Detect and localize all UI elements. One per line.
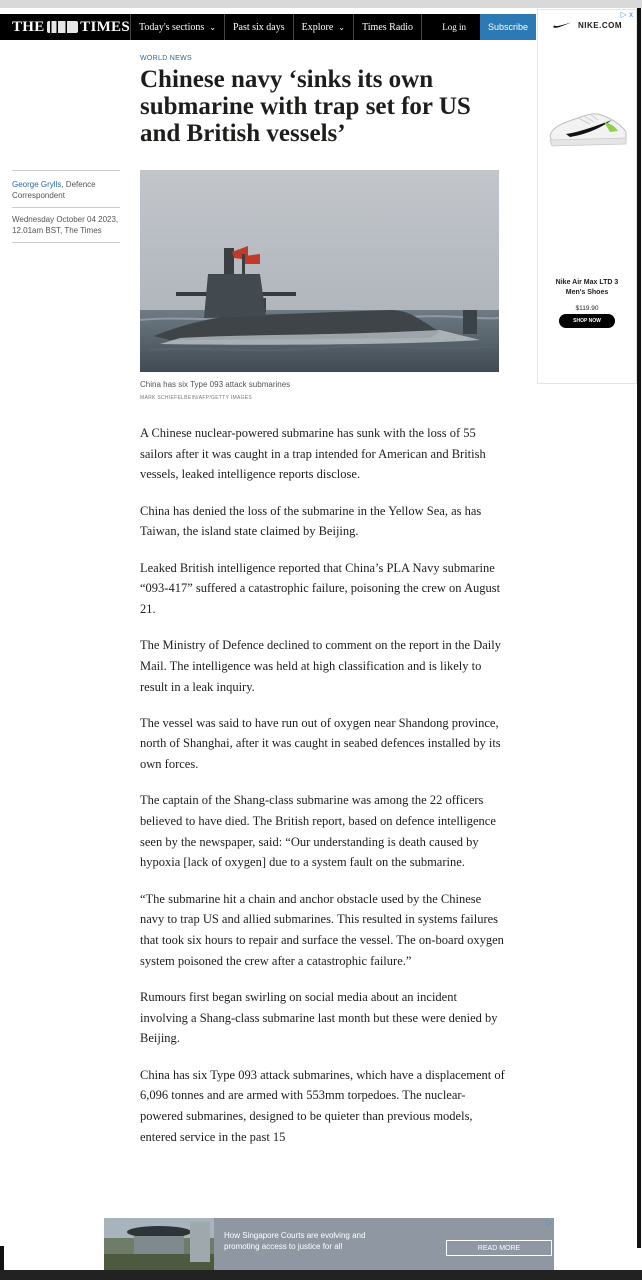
author-role: , Defence Correspondent bbox=[12, 180, 96, 200]
article-paragraph: Leaked British intelligence reported that China’s PLA Navy submarine “093-417” suffered a catastrophic failure, poisoning the crew on August 21. bbox=[140, 560, 501, 616]
ad-product-line2: Men's Shoes bbox=[565, 289, 609, 296]
nav-times-radio[interactable] bbox=[353, 14, 422, 40]
times-logo[interactable] bbox=[0, 19, 130, 36]
crest-icon bbox=[47, 21, 79, 33]
logo-word-the: THE bbox=[12, 18, 45, 35]
section-kicker[interactable]: WORLD NEWS bbox=[140, 55, 192, 62]
chevron-down-icon: ⌄ bbox=[209, 22, 216, 32]
left-edge-marker bbox=[0, 1246, 4, 1270]
article-paragraph: The Ministry of Defence declined to comment on the report in the Daily Mail. The intelligence was held at high classification and is likely to result in a leak inquiry. bbox=[140, 638, 501, 694]
nav-explore-label: Explore bbox=[301, 21, 334, 33]
nav-todays-sections[interactable] bbox=[130, 14, 224, 40]
article-paragraph: China has six Type 093 attack submarines, which have a displacement of 6,096 tonnes and are armed with 553mm torpedoes. The nuclear-powered submarines, designed to be quieter than previous models, entered service in the past 15 bbox=[140, 1067, 505, 1144]
login-link[interactable]: Log in bbox=[442, 22, 466, 32]
sneaker-image bbox=[544, 102, 630, 154]
divider bbox=[12, 242, 120, 243]
publish-date: Wednesday October 04 2023, 12.01am BST, The Times bbox=[12, 215, 119, 235]
nav-past-six-days[interactable] bbox=[224, 14, 293, 40]
author-name-link[interactable]: George Grylls bbox=[12, 180, 62, 189]
adchoices-icon[interactable]: ▷ bbox=[545, 1218, 552, 1227]
article-paragraph: The captain of the Shang-class submarine was among the 22 officers believed to have died. The British report, based on defence intelligence seen by the newspaper, said: “Our understanding is death caused by hypoxia [lack of oxygen] due to a system fault on the submarine. bbox=[140, 793, 496, 870]
article-paragraph: A Chinese nuclear-powered submarine has sunk with the loss of 55 sailors after it was caught in a trap intended for American and British vessels, leaked intelligence reports disclose. bbox=[140, 426, 486, 482]
nav-past-six-days-label: Past six days bbox=[232, 21, 285, 33]
nav-times-radio-label: Times Radio bbox=[362, 21, 414, 33]
logo-word-times: TIMES bbox=[80, 18, 130, 35]
article-paragraph: China has denied the loss of the submarine in the Yellow Sea, as has Taiwan, the island state claimed by Beijing. bbox=[140, 503, 482, 539]
bottom-ad-text bbox=[224, 1230, 365, 1252]
byline-block bbox=[12, 170, 120, 243]
ad-product-line1: Nike Air Max LTD 3 bbox=[555, 279, 619, 286]
subscribe-button[interactable]: Subscribe bbox=[480, 14, 536, 40]
top-navigation-bar bbox=[0, 14, 536, 40]
scrollbar[interactable] bbox=[637, 8, 641, 1248]
image-caption: China has six Type 093 attack submarines bbox=[140, 380, 291, 389]
chevron-down-icon: ⌄ bbox=[338, 22, 345, 32]
article-paragraph: Rumours first began swirling on social media about an incident involving a Shang-class submarine last month but these were denied by Beijing. bbox=[140, 989, 498, 1046]
article-body bbox=[140, 423, 505, 1163]
nike-swoosh-icon bbox=[552, 20, 572, 30]
article-paragraph: The vessel was said to have run out of oxygen near Shandong province, north of Shanghai, after it was caught in seabed defences installed by its own forces. bbox=[140, 715, 501, 772]
nike-brand-row bbox=[552, 20, 622, 30]
article-headline: Chinese navy ‘sinks its own submarine with trap set for US and British vessels’ bbox=[140, 66, 471, 147]
shop-now-button[interactable]: SHOP NOW bbox=[559, 314, 615, 328]
ad-product-name bbox=[538, 278, 636, 298]
browser-top-strip bbox=[0, 0, 642, 8]
submarine-photo bbox=[140, 170, 499, 372]
nav-todays-sections-label: Today's sections bbox=[139, 21, 205, 33]
ad-price: $119.90 bbox=[575, 305, 599, 312]
author-byline bbox=[12, 171, 120, 207]
bottom-banner-ad[interactable] bbox=[104, 1218, 554, 1270]
read-more-button[interactable]: READ MORE bbox=[446, 1240, 552, 1256]
adchoices-icon[interactable]: ▷ x bbox=[620, 10, 633, 19]
courthouse-image bbox=[104, 1218, 214, 1270]
nav-explore[interactable] bbox=[293, 14, 353, 40]
image-credit: MARK SCHIEFELBEIN/AFP/GETTY IMAGES bbox=[140, 395, 253, 401]
article-paragraph: “The submarine hit a chain and anchor obstacle used by the Chinese navy to trap US and allied submarines. This resulted in systems failures that took six hours to repair and surface the vessel. The on-board oxygen system poisoned the crew after a catastrophic failure.” bbox=[140, 891, 504, 968]
bottom-ad-line1: How Singapore Courts are evolving and bbox=[224, 1231, 366, 1240]
nike-side-ad[interactable] bbox=[537, 9, 637, 384]
bottom-bar bbox=[0, 1270, 642, 1280]
bottom-ad-line2: promoting access to justice for all bbox=[224, 1242, 343, 1251]
article-photo[interactable] bbox=[140, 170, 499, 372]
nike-site-label: NIKE.COM bbox=[578, 20, 622, 30]
